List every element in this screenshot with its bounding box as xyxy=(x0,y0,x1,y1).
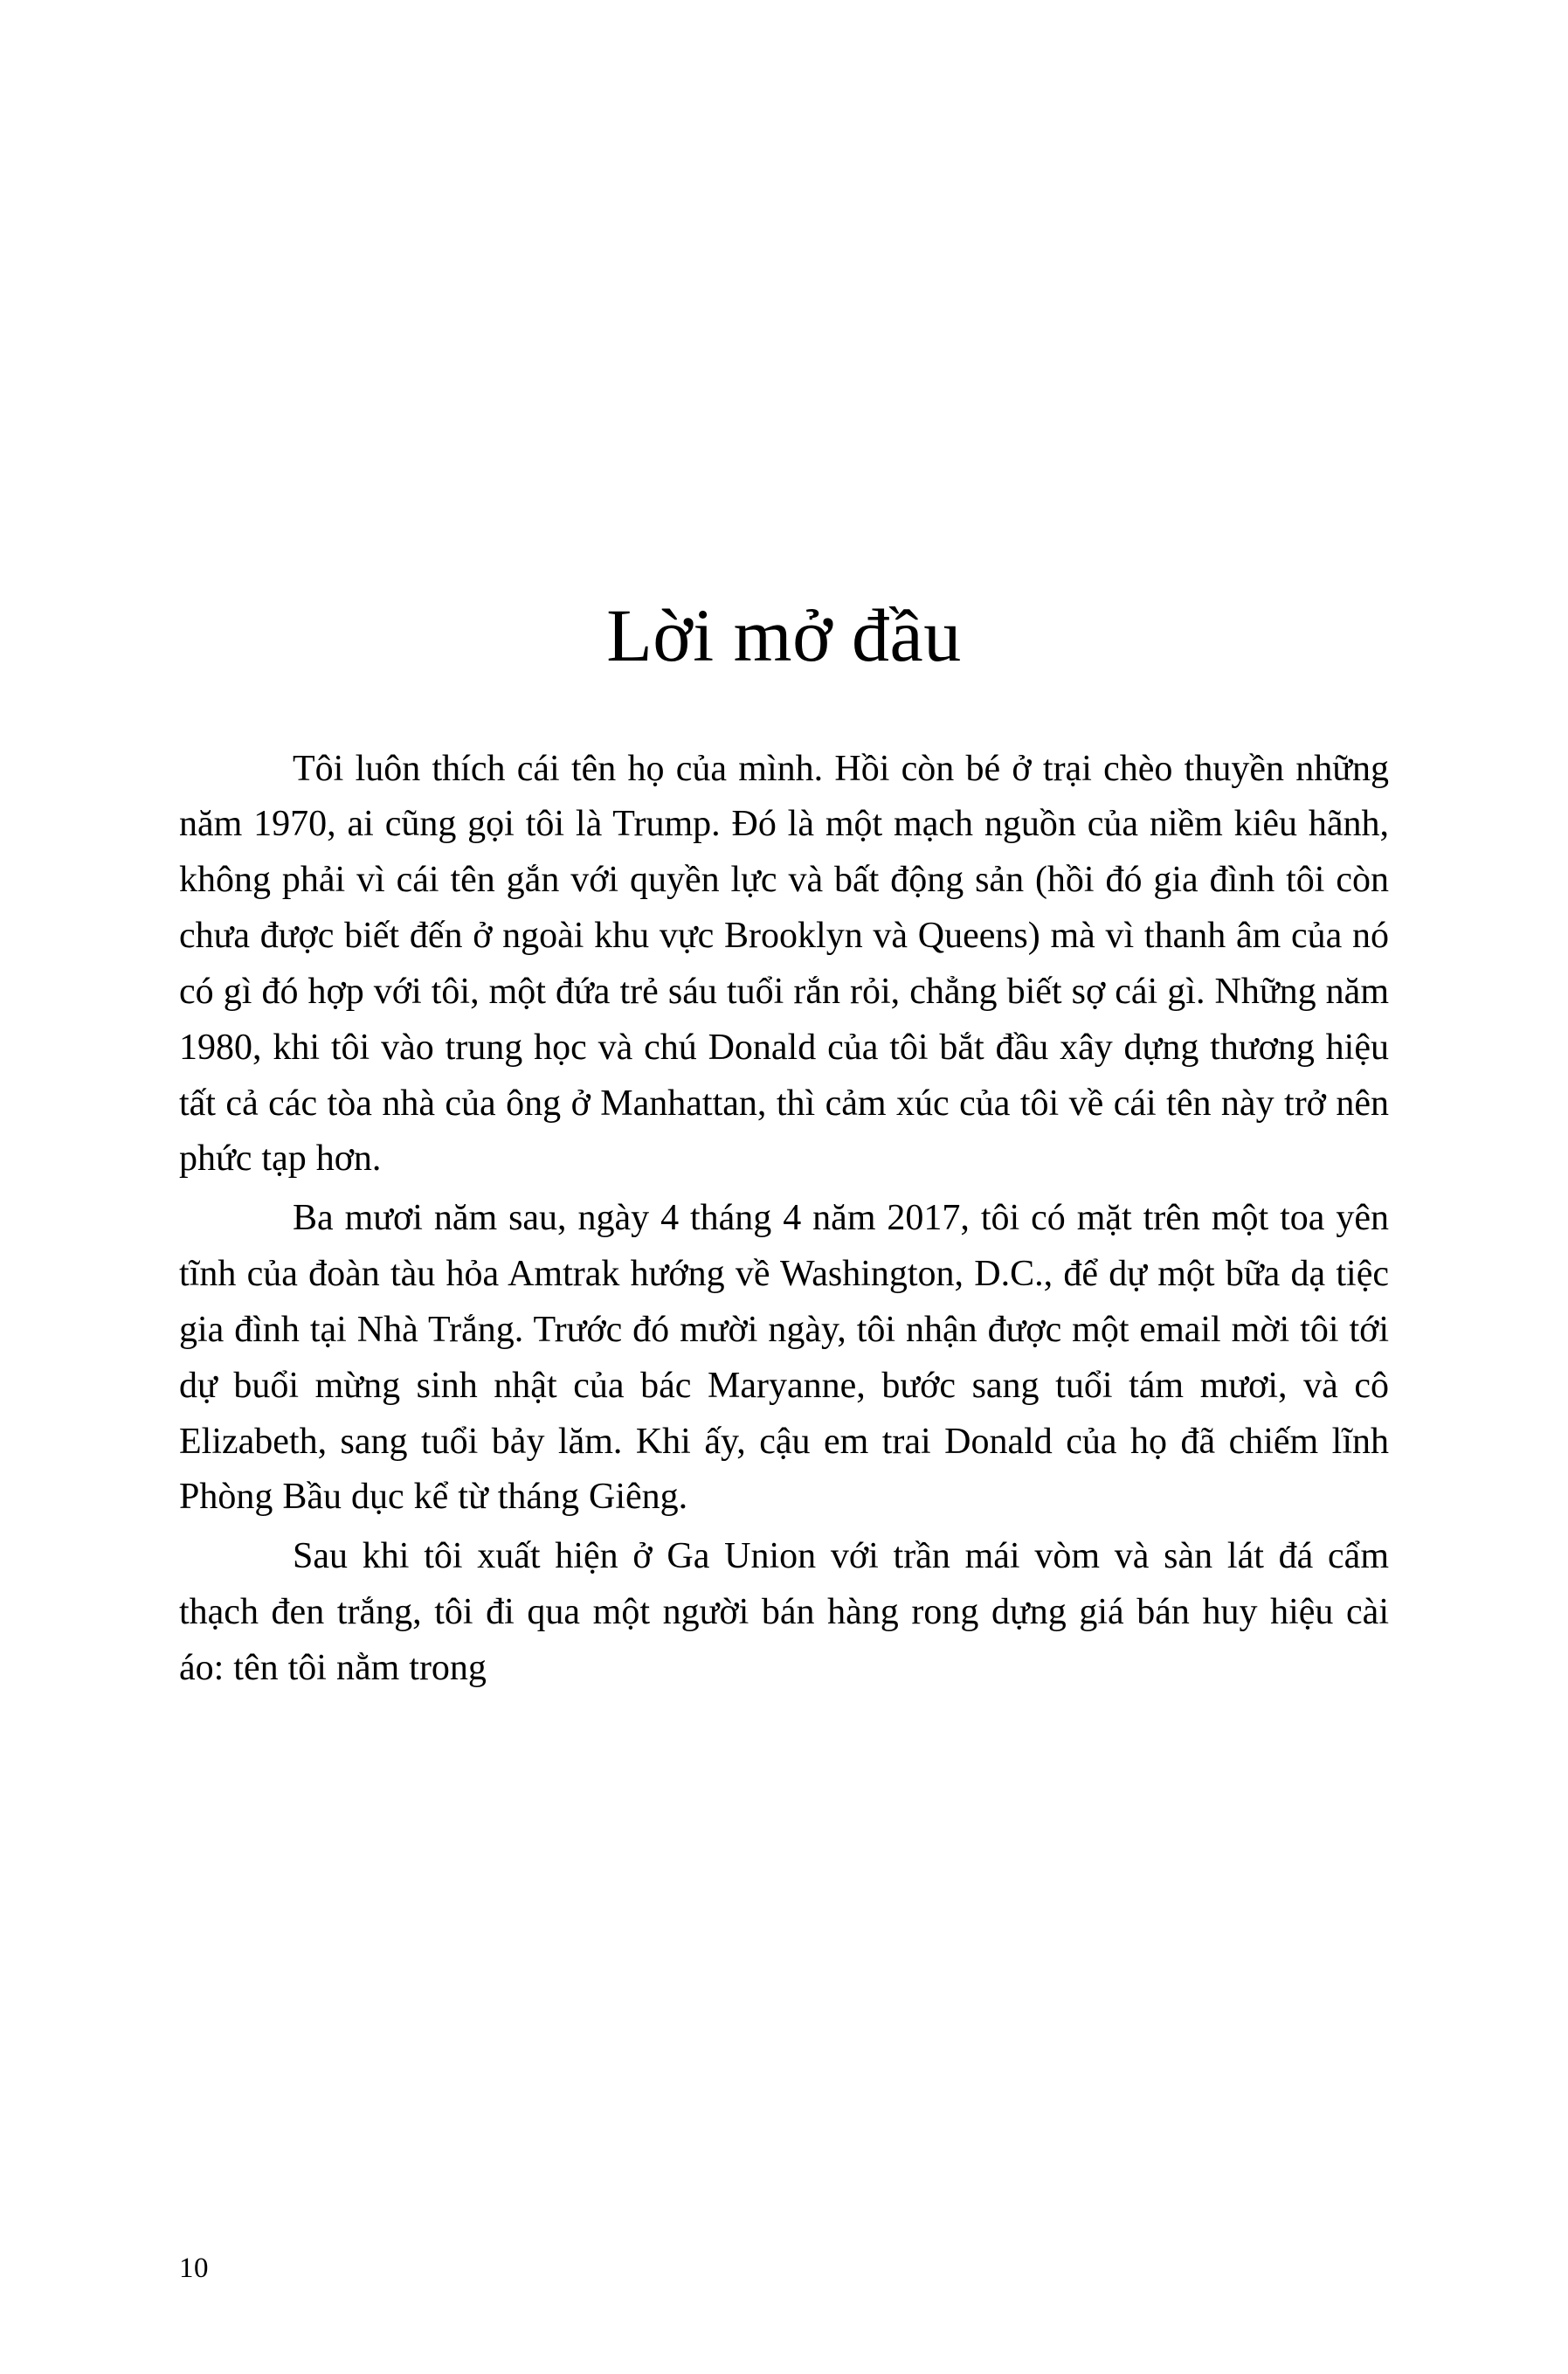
paragraph: Ba mươi năm sau, ngày 4 tháng 4 năm 2017, tôi có mặt trên một toa yên tĩnh của đoàn tàu hỏa Amtrak hướng về Washington, D.C., để dự một bữa dạ tiệc gia đình tại Nhà Trắng. Trước đó mười ngày, tôi nhận được một email mời tôi tới dự buổi mừng sinh nhật của bác Maryanne, bước sang tuổi tám mươi, và cô Elizabeth, sang tuổi bảy lăm. Khi ấy, cậu em trai Donald của họ đã chiếm lĩnh Phòng Bầu dục kể từ tháng Giêng. xyxy=(179,1198,1389,1518)
page-number: 10 xyxy=(179,2253,209,2284)
chapter-title: Lời mở đầu xyxy=(606,593,962,677)
paragraph: Sau khi tôi xuất hiện ở Ga Union với trần mái vòm và sàn lát đá cẩm thạch đen trắng, tôi đi qua một người bán hàng rong dựng giá bán huy hiệu cài áo: tên tôi nằm trong xyxy=(179,1536,1389,1688)
paragraph: Tôi luôn thích cái tên họ của mình. Hồi còn bé ở trại chèo thuyền những năm 1970, ai cũng gọi tôi là Trump. Đó là một mạch nguồn của niềm kiêu hãnh, không phải vì cái tên gắn với quyền lực và bất động sản (hồi đó gia đình tôi còn chưa được biết đến ở ngoài khu vực Brooklyn và Queens) mà vì thanh âm của nó có gì đó hợp với tôi, một đứa trẻ sáu tuổi rắn rỏi, chẳng biết sợ cái gì. Những năm 1980, khi tôi vào trung học và chú Donald của tôi bắt đầu xây dựng thương hiệu tất cả các tòa nhà của ông ở Manhattan, thì cảm xúc của tôi về cái tên này trở nên phức tạp hơn. xyxy=(179,748,1389,1180)
page-content xyxy=(179,0,1389,1697)
body-text xyxy=(179,677,1389,1697)
